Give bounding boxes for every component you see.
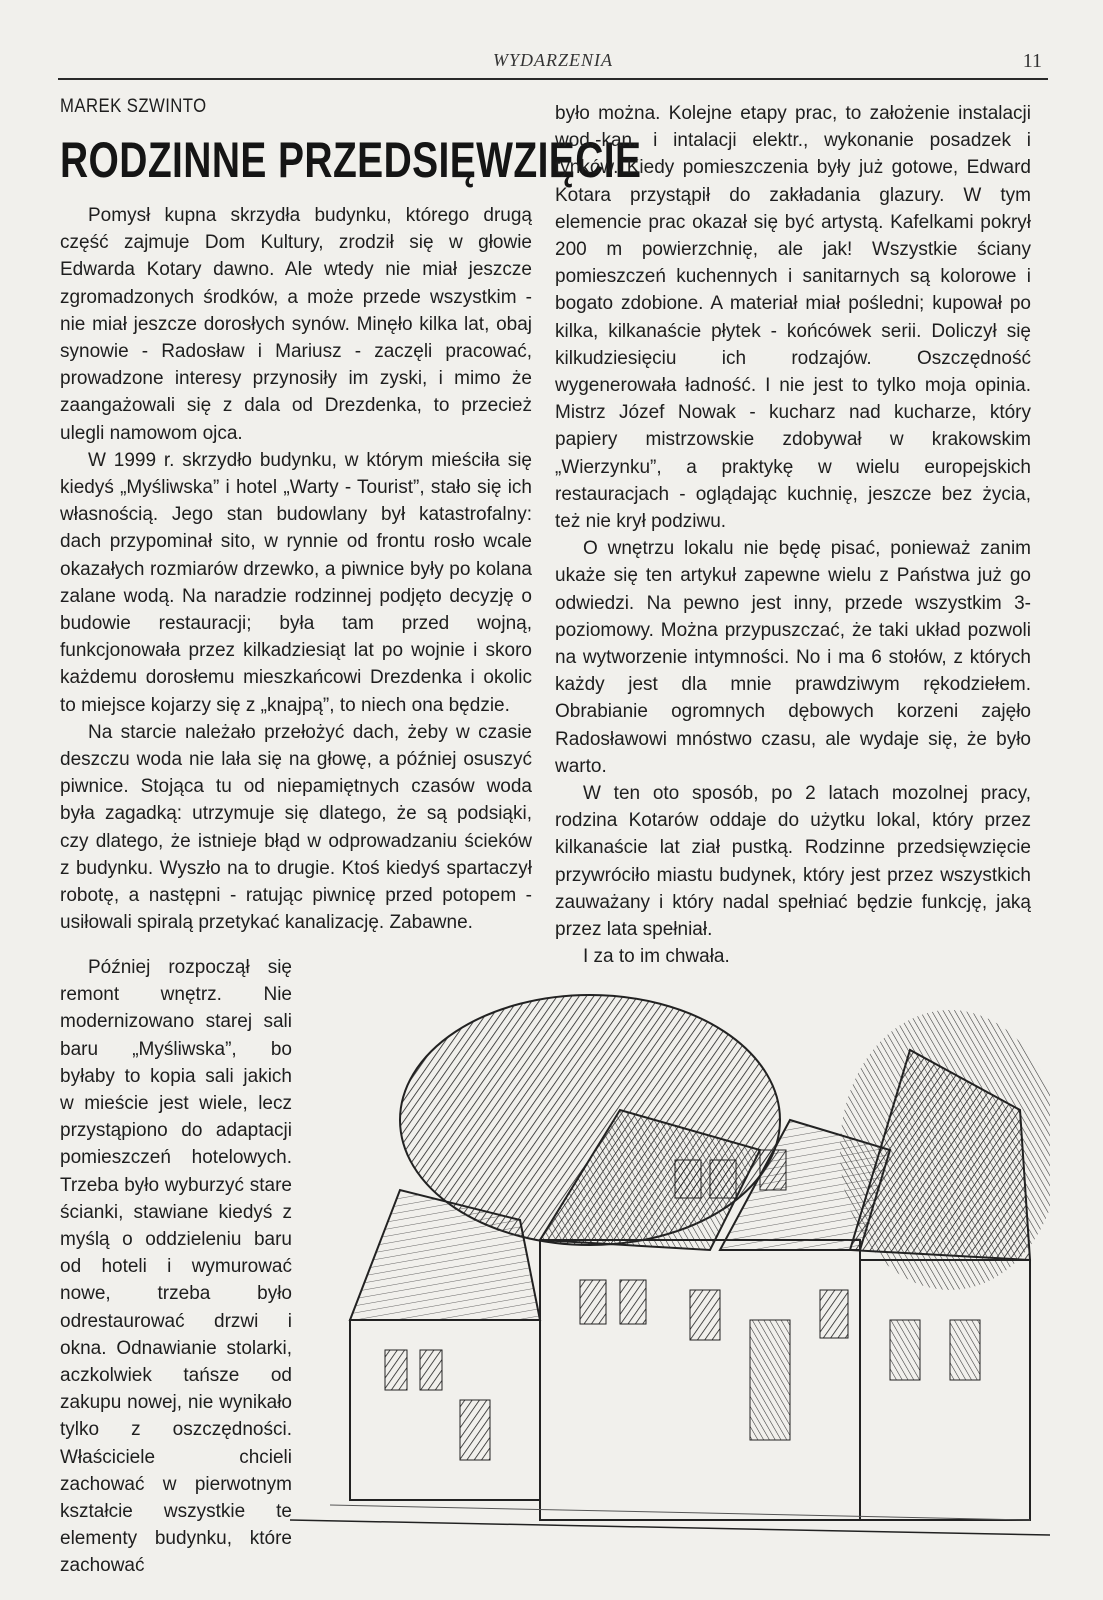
paragraph: było można. Kolejne etapy prac, to założenie instalacji wod.-kan. i intalacji elektr., wykonanie posadzek i tynków. Kiedy pomieszczenia były już gotowe, Edward Kotara przystąpił do zakładania glazury. W tym elemencie prac okazał się być artystą. Kafelkami pokrył 200 m powierzchnię, ale jak! Wszystkie ściany pomieszczeń kuchennych i sanitarnych są kolorowe i bogato zdobione. A materiał miał pośledni; kupował po kilka, kilkanaście płytek - końcówek serii. Doliczył się kilkudziesięciu ich rodzajów. Oszczędność wygenerowała ładność. I nie jest to tylko moja opinia. Mistrz Józef Nowak - kucharz nad kucharze, który papiery mistrzowskie zdobywał w krakowskim „Wierzynku”, a praktykę w wielu europejskich restauracjach - oglądając kuchnię, jeszcze bez życia, też nie krył podziwu. xyxy=(555,103,1031,533)
paragraph: Pomysł kupna skrzydła budynku, którego drugą część zajmuje Dom Kultury, zrodził się w głowie Edwarda Kotary dawno. Ale wtedy nie miał jeszcze zgromadzonych środków, a może przede wszystkim - nie miał jeszcze dorosłych synów. Minęło kilka lat, obaj synowie - Radosław i Mariusz - zaczęli pracować, prowadzone interesy przynosiły im zyski, i mimo że zaangażowali się z dala od Drezdenka, to przecież ulegli namowom ojca. xyxy=(60,205,532,444)
paragraph: W 1999 r. skrzydło budynku, w którym mieściła się kiedyś „Myśliwska” i hotel „Warty - Tourist”, stało się ich własnością. Jego stan budowlany był katastrofalny: dach przypominał sito, w rynnie od frontu rosło wcale okazałych rozmiarów drzewko, a piwnice były po kolana zalane wodą. Na naradzie rodzinnej podjęto decyzję o budowie restauracji; była tam przed wojną, funkcjonowała przez kilkadziesiąt lat po wojnie i skoro każdemu dorosłemu mieszkańcowi Drezdenka i okolic to miejsce kojarzy się z „knajpą”, to niech ona będzie. xyxy=(60,449,532,716)
paragraph: O wnętrzu lokalu nie będę pisać, ponieważ zanim ukaże się ten artykuł zapewne wielu z Państwa już go odwiedzi. Na pewno jest inny, przede wszystkim 3-poziomowy. Można przypuszczać, że taki układ pozwoli na wytworzenie intymności. No i ma 6 stołów, z których każdy jest dla mnie prawdziwym rękodziełem. Obrabianie ogromnych dębowych korzeni zajęło Radosławowi mnóstwo czasu, ale wydaje się, że było warto. xyxy=(555,538,1031,777)
right-wall xyxy=(860,1260,1030,1520)
section-label: WYDARZENIA xyxy=(493,50,613,70)
left-column xyxy=(60,202,532,936)
running-header xyxy=(58,50,1048,80)
paragraph: Później rozpoczął się remont wnętrz. Nie modernizowano starej sali baru „Myśliwska”, bo byłaby to kopia sali jakich w mieście jest wiele, lecz przystąpiono do adaptacji pomieszczeń hotelowych. Trzeba było wyburzyć stare ścianki, stawiane kiedyś z myślą o oddzieleniu baru od hoteli i wymurować nowe, trzeba było odrestaurować drzwi i okna. Odnawianie stolarki, aczkolwiek tańsze od zakupu nowej, nie wynikało tylko z oszczędności. Właściciele chcieli zachować w pierwotnym kształcie wszystkie te elementy budynku, które zachować xyxy=(60,957,292,1577)
paragraph: I za to im chwała. xyxy=(583,946,730,968)
building-sketch-svg xyxy=(290,990,1050,1550)
paragraph: Na starcie należało przełożyć dach, żeby w czasie deszczu woda nie lała się na głowę, a później osuszyć piwnice. Stojąca tu od niepamiętnych czasów woda była zagadką: utrzymuje się dlatego, że są podsiąki, czy dlatego, że istnieje błąd w odprowadzaniu ścieków z budynku. Wyszło na to drugie. Ktoś kiedyś spartaczył robotę, a następni - ratując piwnicę przed potopem - usiłowali spiralą przetykać kanalizację. Zabawne. xyxy=(60,721,532,934)
right-column xyxy=(555,100,1031,971)
paragraph: W ten oto sposób, po 2 latach mozolnej pracy, rodzina Kotarów oddaje do użytku lokal, który przez kilkanaście lat ział pustką. Rodzinne przedsięwzięcie przywróciło miastu budynek, który jest przez wszystkich zauważany i który nadal spełniać będzie funkcję, jaką przez lata spełniał. xyxy=(555,783,1031,941)
left-wall xyxy=(350,1320,540,1500)
door xyxy=(750,1320,790,1440)
building-sketch-illustration xyxy=(290,990,1050,1550)
page-number: 11 xyxy=(1022,50,1042,72)
article-author: MAREK SZWINTO xyxy=(60,96,207,117)
left-narrow-column xyxy=(60,954,292,1580)
article-title: RODZINNE PRZEDSIĘWZIĘCIE xyxy=(60,132,642,188)
